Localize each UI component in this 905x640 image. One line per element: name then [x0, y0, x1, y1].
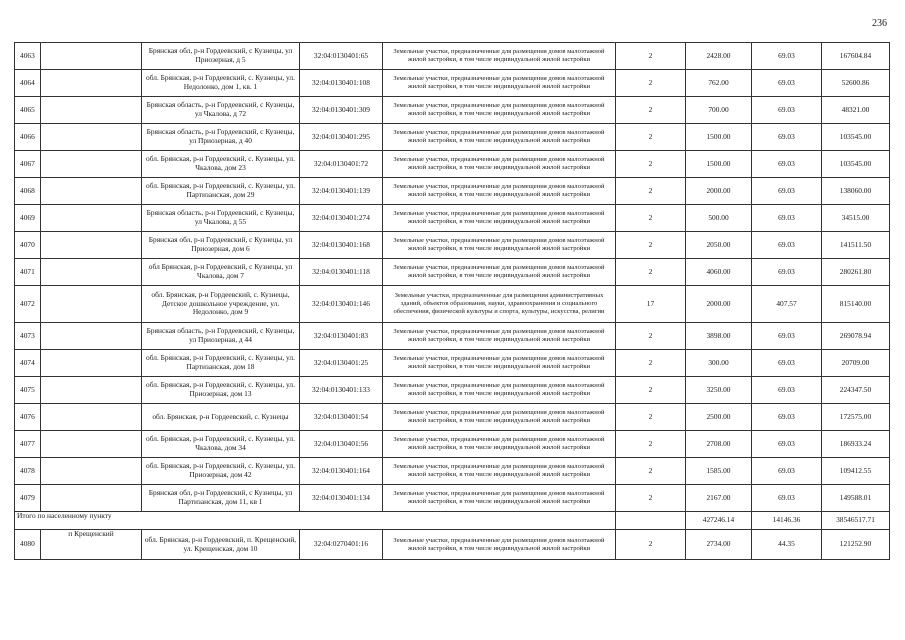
row-number: 4066	[15, 124, 41, 151]
address-cell: обл. Брянская, р-н Гордеевский, с. Кузнецы, ул. Недолонко, дом 1, кв. 1	[142, 70, 300, 97]
cadastral-number-cell: 32:04:0130401:25	[300, 350, 383, 377]
row-number: 4075	[15, 377, 41, 404]
land-use-cell: Земельные участки, предназначенные для размещения домов малоэтажной жилой застройки, в том числе индивидуальной жилой застройки	[383, 124, 616, 151]
area-cell: 500.00	[686, 205, 752, 232]
specific-value-cell: 69.03	[752, 178, 822, 205]
area-cell: 1500.00	[686, 124, 752, 151]
row-number: 4067	[15, 151, 41, 178]
cadastral-number-cell: 32:04:0130401:54	[300, 404, 383, 431]
empty-cell	[41, 43, 142, 70]
land-use-cell: Земельные участки, предназначенные для размещения домов малоэтажной жилой застройки, в том числе индивидуальной жилой застройки	[383, 350, 616, 377]
address-cell: Брянская область, р-н Гордеевский, с Кузнецы, ул Приозерная, д 44	[142, 323, 300, 350]
specific-value-cell: 69.03	[752, 485, 822, 512]
empty-cell	[41, 232, 142, 259]
cadastral-value-cell: 109412.55	[822, 458, 890, 485]
page-number: 236	[872, 18, 887, 29]
empty-cell	[41, 124, 142, 151]
cadastral-number-cell: 32:04:0130401:146	[300, 286, 383, 323]
address-cell: обл. Брянская, р-н Гордеевский, с. Кузнецы, ул. Партизанская, дом 29	[142, 178, 300, 205]
use-group-cell: 2	[616, 43, 686, 70]
use-group-cell: 17	[616, 286, 686, 323]
land-use-cell: Земельные участки, предназначенные для размещения домов малоэтажной жилой застройки, в том числе индивидуальной жилой застройки	[383, 458, 616, 485]
empty-cell	[41, 350, 142, 377]
total-cadastral-value: 38546517.71	[822, 512, 890, 530]
use-group-cell: 2	[616, 205, 686, 232]
row-number: 4076	[15, 404, 41, 431]
land-use-cell: Земельные участки, предназначенные для размещения домов малоэтажной жилой застройки, в том числе индивидуальной жилой застройки	[383, 323, 616, 350]
row-number: 4063	[15, 43, 41, 70]
area-cell: 3250.00	[686, 377, 752, 404]
row-number: 4072	[15, 286, 41, 323]
specific-value-cell: 69.03	[752, 458, 822, 485]
use-group-cell: 2	[616, 485, 686, 512]
table-row	[15, 232, 890, 259]
specific-value-cell: 69.03	[752, 151, 822, 178]
empty-cell	[41, 178, 142, 205]
address-cell: обл. Брянская, р-н Гордеевский, с. Кузнецы, ул. Чкалова, дом 23	[142, 151, 300, 178]
land-use-cell: Земельные участки, предназначенные для размещения домов малоэтажной жилой застройки, в том числе индивидуальной жилой застройки	[383, 530, 616, 560]
address-cell: обл. Брянская, р-н Гордеевский, п. Крещенский, ул. Крещенская, дом 10	[142, 530, 300, 560]
table-body	[15, 43, 890, 560]
cadastral-number-cell: 32:04:0130401:274	[300, 205, 383, 232]
cadastral-value-cell: 52600.86	[822, 70, 890, 97]
land-use-cell: Земельные участки, предназначенные для размещения домов малоэтажной жилой застройки, в том числе индивидуальной жилой застройки	[383, 178, 616, 205]
empty-cell	[41, 97, 142, 124]
table-row	[15, 97, 890, 124]
table-row	[15, 178, 890, 205]
table-row	[15, 151, 890, 178]
table-row	[15, 485, 890, 512]
use-group-cell: 2	[616, 530, 686, 560]
row-number: 4074	[15, 350, 41, 377]
row-number: 4077	[15, 431, 41, 458]
cadastral-value-cell: 48321.00	[822, 97, 890, 124]
cadastral-number-cell: 32:04:0270401:16	[300, 530, 383, 560]
specific-value-cell: 69.03	[752, 431, 822, 458]
land-use-cell: Земельные участки, предназначенные для размещения домов малоэтажной жилой застройки, в том числе индивидуальной жилой застройки	[383, 259, 616, 286]
cadastral-value-cell: 167604.84	[822, 43, 890, 70]
land-use-cell: Земельные участки, предназначенные для размещения домов малоэтажной жилой застройки, в том числе индивидуальной жилой застройки	[383, 431, 616, 458]
address-cell: Брянская обл, р-н Гордеевский, с Кузнецы, ул Приозерная, дом 6	[142, 232, 300, 259]
specific-value-cell: 69.03	[752, 377, 822, 404]
cadastral-value-cell: 103545.00	[822, 151, 890, 178]
empty-cell	[41, 70, 142, 97]
table-row	[15, 458, 890, 485]
empty-cell	[41, 205, 142, 232]
table-row	[15, 350, 890, 377]
table-row	[15, 404, 890, 431]
use-group-cell: 2	[616, 97, 686, 124]
cadastral-value-cell: 121252.90	[822, 530, 890, 560]
land-use-cell: Земельные участки, предназначенные для размещения домов малоэтажной жилой застройки, в том числе индивидуальной жилой застройки	[383, 485, 616, 512]
table-row	[15, 530, 890, 560]
area-cell: 2050.00	[686, 232, 752, 259]
use-group-cell: 2	[616, 377, 686, 404]
address-cell: обл. Брянская, р-н Гордеевский, с. Кузнецы, ул. Приозерная, дом 13	[142, 377, 300, 404]
table-row	[15, 205, 890, 232]
cadastral-value-cell: 141511.50	[822, 232, 890, 259]
cadastral-number-cell: 32:04:0130401:168	[300, 232, 383, 259]
land-use-cell: Земельные участки, предназначенные для размещения домов малоэтажной жилой застройки, в том числе индивидуальной жилой застройки	[383, 43, 616, 70]
area-cell: 1585.00	[686, 458, 752, 485]
cadastral-number-cell: 32:04:0130401:65	[300, 43, 383, 70]
row-number: 4068	[15, 178, 41, 205]
specific-value-cell: 69.03	[752, 350, 822, 377]
total-row	[15, 512, 890, 530]
cadastral-number-cell: 32:04:0130401:118	[300, 259, 383, 286]
land-use-cell: Земельные участки, предназначенные для размещения домов малоэтажной жилой застройки, в том числе индивидуальной жилой застройки	[383, 232, 616, 259]
use-group-cell: 2	[616, 151, 686, 178]
locality-label: п Крещенский	[41, 530, 142, 560]
address-cell: Брянская область, р-н Гордеевский, с Кузнецы, ул Приозерная, д 40	[142, 124, 300, 151]
area-cell: 2428.00	[686, 43, 752, 70]
total-area: 427246.14	[686, 512, 752, 530]
area-cell: 2167.00	[686, 485, 752, 512]
address-cell: Брянская обл, р-н Гордеевский, с Кузнецы, ул Приозерная, д 5	[142, 43, 300, 70]
row-number: 4078	[15, 458, 41, 485]
address-cell: обл. Брянская, р-н Гордеевский, с. Кузнецы, Детское дошкольное учреждение, ул. Недолонко, дом 9	[142, 286, 300, 323]
empty-cell	[41, 259, 142, 286]
specific-value-cell: 69.03	[752, 97, 822, 124]
use-group-cell: 2	[616, 124, 686, 151]
cadastral-value-cell: 186933.24	[822, 431, 890, 458]
specific-value-cell: 69.03	[752, 323, 822, 350]
specific-value-cell: 407.57	[752, 286, 822, 323]
area-cell: 2500.00	[686, 404, 752, 431]
address-cell: обл. Брянская, р-н Гордеевский, с. Кузнецы, ул. Чкалова, дом 34	[142, 431, 300, 458]
cadastral-value-cell: 34515.00	[822, 205, 890, 232]
address-cell: обл Брянская, р-н Гордеевский, с Кузнецы, ул Чкалова, дом 7	[142, 259, 300, 286]
cadastral-number-cell: 32:04:0130401:295	[300, 124, 383, 151]
use-group-cell: 2	[616, 259, 686, 286]
specific-value-cell: 69.03	[752, 232, 822, 259]
cadastral-number-cell: 32:04:0130401:56	[300, 431, 383, 458]
empty-cell	[41, 404, 142, 431]
total-label: Итого по населенному пункту	[15, 512, 616, 530]
empty-cell	[41, 485, 142, 512]
land-use-cell: Земельные участки, предназначенные для размещения домов малоэтажной жилой застройки, в том числе индивидуальной жилой застройки	[383, 404, 616, 431]
area-cell: 762.00	[686, 70, 752, 97]
area-cell: 2708.00	[686, 431, 752, 458]
area-cell: 300.00	[686, 350, 752, 377]
table-row	[15, 431, 890, 458]
cadastral-number-cell: 32:04:0130401:164	[300, 458, 383, 485]
use-group-cell: 2	[616, 178, 686, 205]
use-group-cell: 2	[616, 70, 686, 97]
table-row	[15, 377, 890, 404]
row-number: 4070	[15, 232, 41, 259]
specific-value-cell: 69.03	[752, 205, 822, 232]
specific-value-cell: 69.03	[752, 404, 822, 431]
cadastral-value-cell: 815140.00	[822, 286, 890, 323]
address-cell: Брянская область, р-н Гордеевский, с Кузнецы, ул Чкалова, д 72	[142, 97, 300, 124]
row-number: 4069	[15, 205, 41, 232]
table-row	[15, 259, 890, 286]
cadastral-value-cell: 149588.01	[822, 485, 890, 512]
table-row	[15, 43, 890, 70]
land-use-cell: Земельные участки, предназначенные для размещения домов малоэтажной жилой застройки, в том числе индивидуальной жилой застройки	[383, 151, 616, 178]
address-cell: Брянская область, р-н Гордеевский, с Кузнецы, ул Чкалова, д 55	[142, 205, 300, 232]
cadastral-number-cell: 32:04:0130401:133	[300, 377, 383, 404]
total-specific-value: 14146.36	[752, 512, 822, 530]
row-number: 4064	[15, 70, 41, 97]
row-number: 4079	[15, 485, 41, 512]
area-cell: 2000.00	[686, 286, 752, 323]
cadastral-value-cell: 20709.00	[822, 350, 890, 377]
cadastral-value-cell: 269078.94	[822, 323, 890, 350]
table-row	[15, 286, 890, 323]
area-cell: 2734.00	[686, 530, 752, 560]
empty-cell	[41, 431, 142, 458]
row-number: 4080	[15, 530, 41, 560]
area-cell: 4060.00	[686, 259, 752, 286]
cadastral-number-cell: 32:04:0130401:83	[300, 323, 383, 350]
row-number: 4073	[15, 323, 41, 350]
empty-cell	[41, 377, 142, 404]
land-use-cell: Земельные участки, предназначенные для размещения домов малоэтажной жилой застройки, в том числе индивидуальной жилой застройки	[383, 97, 616, 124]
row-number: 4071	[15, 259, 41, 286]
use-group-cell: 2	[616, 350, 686, 377]
address-cell: обл. Брянская, р-н Гордеевский, с. Кузнецы, ул. Партизанская, дом 18	[142, 350, 300, 377]
specific-value-cell: 69.03	[752, 259, 822, 286]
land-use-cell: Земельные участки, предназначенные для размещения домов малоэтажной жилой застройки, в том числе индивидуальной жилой застройки	[383, 205, 616, 232]
table-row	[15, 124, 890, 151]
cadastral-number-cell: 32:04:0130401:108	[300, 70, 383, 97]
cadastral-number-cell: 32:04:0130401:309	[300, 97, 383, 124]
specific-value-cell: 69.03	[752, 43, 822, 70]
cadastral-number-cell: 32:04:0130401:139	[300, 178, 383, 205]
cadastral-number-cell: 32:04:0130401:134	[300, 485, 383, 512]
use-group-cell: 2	[616, 323, 686, 350]
row-number: 4065	[15, 97, 41, 124]
use-group-cell: 2	[616, 431, 686, 458]
use-group-cell: 2	[616, 458, 686, 485]
cadastral-value-cell: 103545.00	[822, 124, 890, 151]
empty-cell	[41, 323, 142, 350]
specific-value-cell: 69.03	[752, 70, 822, 97]
cadastral-value-cell: 138060.00	[822, 178, 890, 205]
specific-value-cell: 69.03	[752, 124, 822, 151]
address-cell: обл. Брянская, р-н Гордеевский, с. Кузнецы	[142, 404, 300, 431]
table-row	[15, 70, 890, 97]
area-cell: 700.00	[686, 97, 752, 124]
area-cell: 3898.00	[686, 323, 752, 350]
area-cell: 1500.00	[686, 151, 752, 178]
cadastral-value-cell: 224347.50	[822, 377, 890, 404]
empty-cell	[41, 151, 142, 178]
area-cell: 2000.00	[686, 178, 752, 205]
land-use-cell: Земельные участки, предназначенные для размещения домов малоэтажной жилой застройки, в том числе индивидуальной жилой застройки	[383, 70, 616, 97]
empty-cell	[41, 286, 142, 323]
table-row	[15, 323, 890, 350]
specific-value-cell: 44.35	[752, 530, 822, 560]
cadastral-value-table	[14, 42, 890, 560]
empty-cell	[41, 458, 142, 485]
cadastral-value-cell: 280261.80	[822, 259, 890, 286]
cadastral-number-cell: 32:04:0130401:72	[300, 151, 383, 178]
land-use-cell: Земельные участки, предназначенные для размещения домов малоэтажной жилой застройки, в том числе индивидуальной жилой застройки	[383, 377, 616, 404]
empty-cell	[616, 512, 686, 530]
cadastral-value-cell: 172575.00	[822, 404, 890, 431]
address-cell: обл. Брянская, р-н Гордеевский, с. Кузнецы, ул. Приозерная, дом 42	[142, 458, 300, 485]
land-use-cell: Земельные участки, предназначенные для размещения административных зданий, объектов образования, науки, здравоохранения и социального обеспечения, физической культуры и спорта, культуры, искусства, религии	[383, 286, 616, 323]
use-group-cell: 2	[616, 232, 686, 259]
use-group-cell: 2	[616, 404, 686, 431]
address-cell: Брянская обл, р-н Гордеевский, с Кузнецы, ул Партизанская, дом 11, кв 1	[142, 485, 300, 512]
